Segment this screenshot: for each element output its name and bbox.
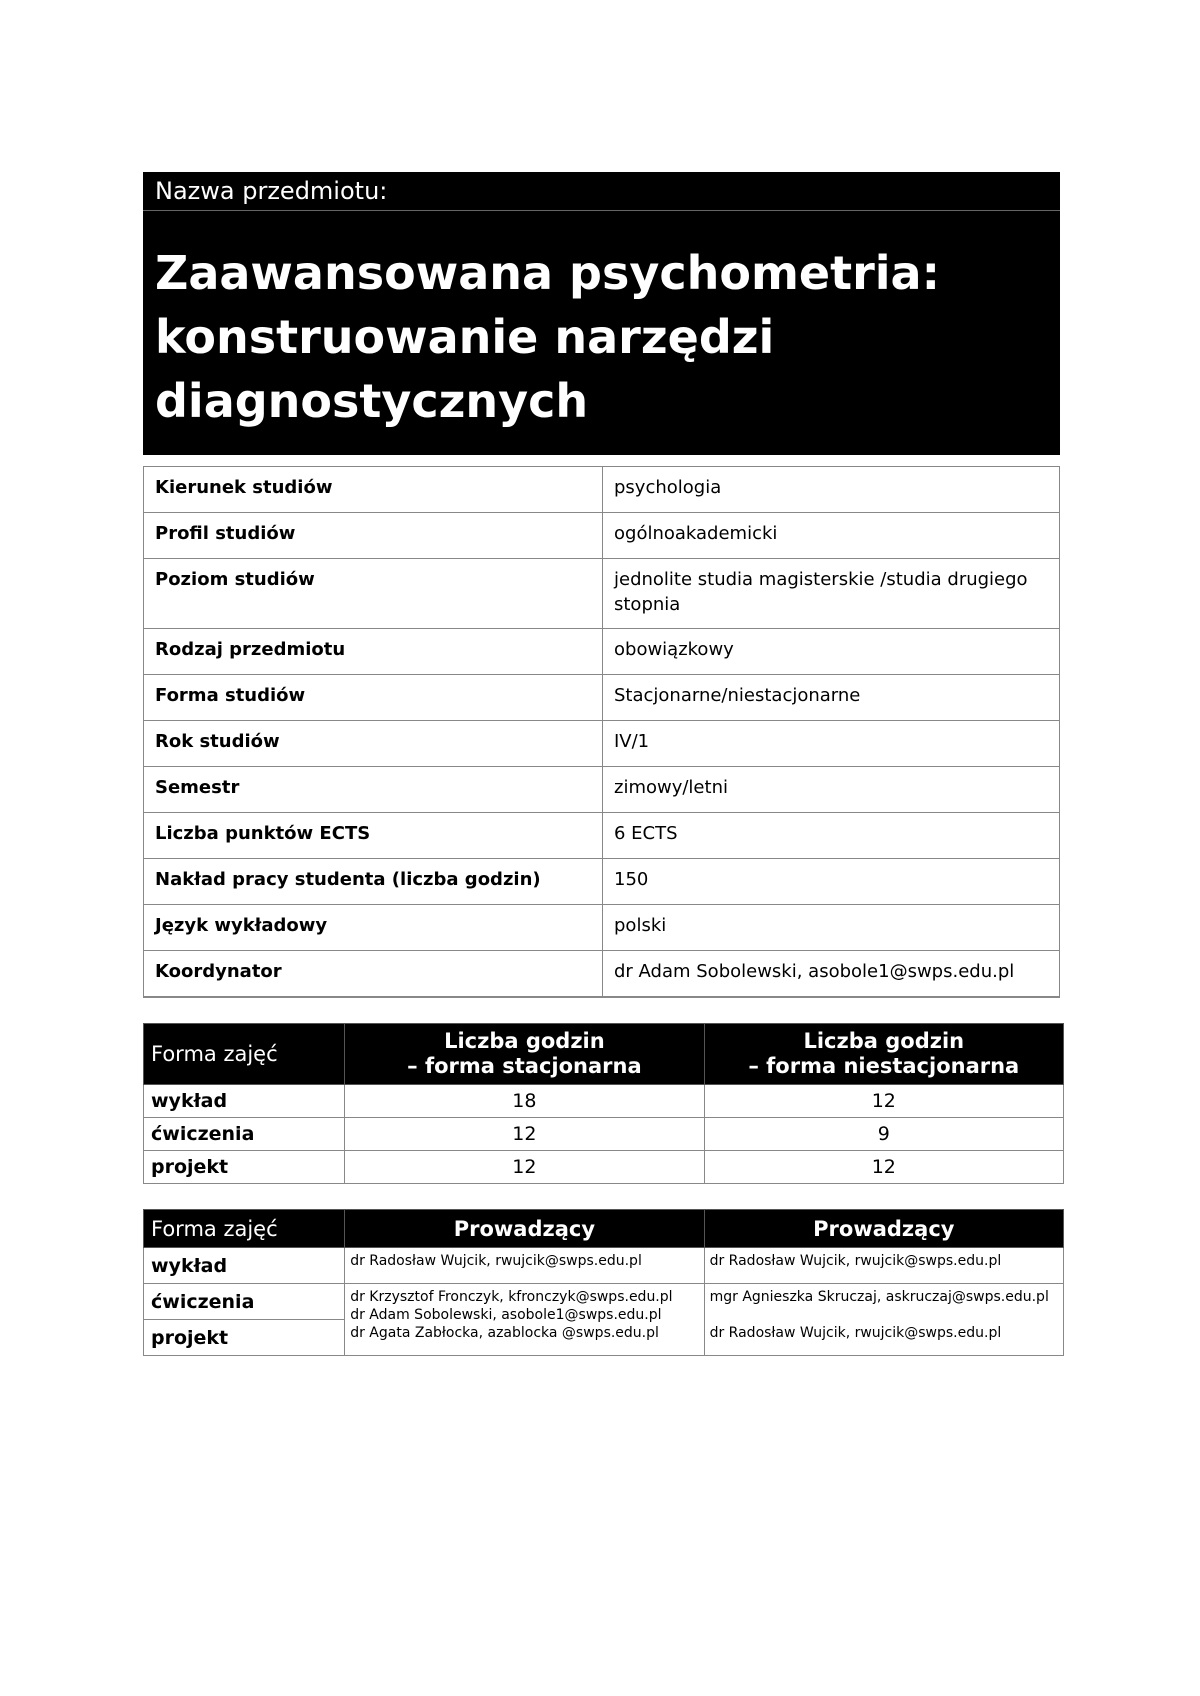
hours-niestacjonarna: 9 [704,1118,1063,1151]
teachers-form: projekt [144,1320,345,1356]
info-value: zimowy/letni [603,767,1060,813]
hours-form: ćwiczenia [144,1118,345,1151]
course-title-line: konstruowanie narzędzi [155,310,775,364]
info-key: Język wykładowy [144,905,603,951]
teacher-entry: dr Radosław Wujcik, rwujcik@swps.edu.pl [350,1253,642,1269]
info-key: Rok studiów [144,721,603,767]
hours-form: projekt [144,1151,345,1184]
teacher-cell [345,1284,704,1356]
teacher-entry: dr Agata Zabłocka, azablocka @swps.edu.pl [350,1325,659,1341]
hours-header-row [144,1024,1064,1085]
hours-table [143,1023,1064,1184]
info-value: psychologia [603,467,1060,513]
info-value: jednolite studia magisterskie /studia drugiego stopnia [603,559,1060,629]
teacher-entry: dr Adam Sobolewski, asobole1@swps.edu.pl [350,1307,662,1323]
spacer [710,1306,1058,1324]
info-value: obowiązkowy [603,629,1060,675]
teacher-entry: mgr Agnieszka Skruczaj, askruczaj@swps.edu.pl [709,1289,1049,1305]
hours-header-stacjonarna [345,1024,704,1085]
hours-header-niestacjonarna [704,1024,1063,1085]
teachers-form: wykład [144,1248,345,1284]
hours-header-line: – forma niestacjonarna [748,1054,1020,1078]
hours-row [144,1085,1064,1118]
hours-header-form: Forma zajęć [144,1024,345,1085]
teacher-cell [345,1248,704,1284]
info-key: Koordynator [144,951,603,997]
hours-stacjonarna: 12 [345,1118,704,1151]
teacher-entry: dr Radosław Wujcik, rwujcik@swps.edu.pl [709,1325,1002,1341]
teachers-header-stacjonarna: Prowadzący [345,1210,704,1248]
hours-niestacjonarna: 12 [704,1085,1063,1118]
info-key: Nakład pracy studenta (liczba godzin) [144,859,603,905]
hours-header-line: Liczba godzin [803,1029,965,1053]
course-title-line: diagnostycznych [155,374,589,428]
course-title [143,211,1060,455]
teachers-row [144,1284,1064,1320]
info-row [144,905,1060,951]
info-row [144,629,1060,675]
info-key: Profil studiów [144,513,603,559]
info-key: Liczba punktów ECTS [144,813,603,859]
info-value: 6 ECTS [603,813,1060,859]
course-name-header [143,172,1060,455]
info-row [144,767,1060,813]
info-row [144,721,1060,767]
teacher-cell [704,1248,1063,1284]
info-value: dr Adam Sobolewski, asobole1@swps.edu.pl [603,951,1060,997]
hours-header-line: – forma stacjonarna [407,1054,642,1078]
hours-stacjonarna: 18 [345,1085,704,1118]
hours-stacjonarna: 12 [345,1151,704,1184]
teachers-form: ćwiczenia [144,1284,345,1320]
course-title-line: Zaawansowana psychometria: [155,246,940,300]
info-row [144,513,1060,559]
hours-niestacjonarna: 12 [704,1151,1063,1184]
teachers-header-niestacjonarna: Prowadzący [704,1210,1063,1248]
info-key: Rodzaj przedmiotu [144,629,603,675]
info-key: Forma studiów [144,675,603,721]
hours-header-line: Liczba godzin [444,1029,605,1053]
teachers-row [144,1248,1064,1284]
hours-row [144,1118,1064,1151]
course-info-table [143,466,1060,998]
teachers-header-row [144,1210,1064,1248]
info-value: ogólnoakademicki [603,513,1060,559]
hours-form: wykład [144,1085,345,1118]
teachers-header-form: Forma zajęć [144,1210,345,1248]
info-value: polski [603,905,1060,951]
info-value: Stacjonarne/niestacjonarne [603,675,1060,721]
info-value: IV/1 [603,721,1060,767]
info-value: 150 [603,859,1060,905]
hours-row [144,1151,1064,1184]
teacher-cell [704,1284,1063,1356]
info-row [144,951,1060,997]
info-key: Semestr [144,767,603,813]
info-row [144,813,1060,859]
info-row [144,859,1060,905]
info-key: Kierunek studiów [144,467,603,513]
course-name-label: Nazwa przedmiotu: [143,172,1060,211]
teacher-entry: dr Radosław Wujcik, rwujcik@swps.edu.pl [709,1253,1002,1269]
teacher-entry: dr Krzysztof Fronczyk, kfronczyk@swps.edu.pl [350,1289,673,1305]
info-row [144,675,1060,721]
info-key: Poziom studiów [144,559,603,629]
teachers-table [143,1209,1064,1356]
info-row [144,467,1060,513]
info-row [144,559,1060,629]
